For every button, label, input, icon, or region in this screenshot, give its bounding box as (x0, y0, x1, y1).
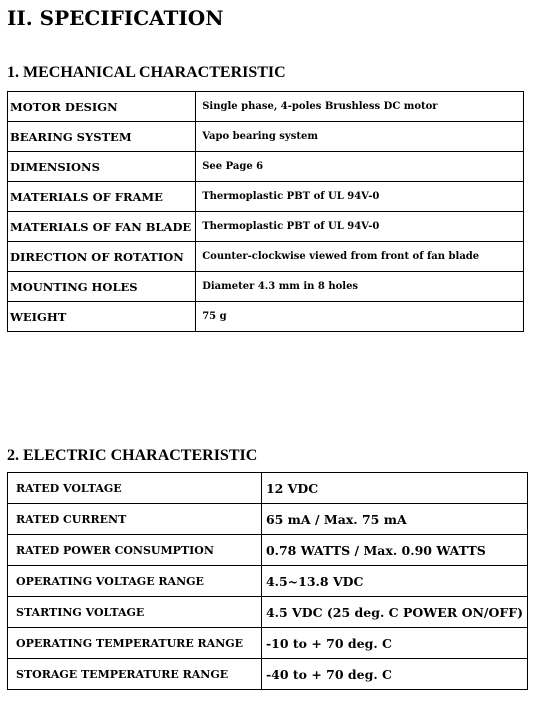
spec-value: 4.5 VDC (25 deg. C POWER ON/OFF) (261, 597, 527, 628)
table-row (8, 302, 524, 332)
spec-value: 0.78 WATTS / Max. 0.90 WATTS (261, 535, 527, 566)
spec-label: STORAGE TEMPERATURE RANGE (8, 659, 262, 690)
spec-label: BEARING SYSTEM (8, 122, 196, 152)
spec-value: Thermoplastic PBT of UL 94V-0 (196, 182, 524, 212)
table-row (8, 272, 524, 302)
table-row (8, 92, 524, 122)
spec-value: -40 to + 70 deg. C (261, 659, 527, 690)
spec-label: MOUNTING HOLES (8, 272, 196, 302)
spec-value: -10 to + 70 deg. C (261, 628, 527, 659)
spec-label: MOTOR DESIGN (8, 92, 196, 122)
spec-value: 75 g (196, 302, 524, 332)
mechanical-section-heading: 1. MECHANICAL CHARACTERISTIC (7, 64, 286, 81)
table-row (8, 473, 528, 504)
table-row (8, 535, 528, 566)
table-row (8, 659, 528, 690)
table-row (8, 152, 524, 182)
spec-value: Thermoplastic PBT of UL 94V-0 (196, 212, 524, 242)
spec-label: STARTING VOLTAGE (8, 597, 262, 628)
electric-section-heading: 2. ELECTRIC CHARACTERISTIC (7, 447, 258, 464)
page-title: II. SPECIFICATION (7, 6, 224, 30)
table-row (8, 628, 528, 659)
spec-label: DIMENSIONS (8, 152, 196, 182)
spec-label: RATED CURRENT (8, 504, 262, 535)
table-row (8, 122, 524, 152)
table-row (8, 504, 528, 535)
spec-label: MATERIALS OF FRAME (8, 182, 196, 212)
spec-label: WEIGHT (8, 302, 196, 332)
table-row (8, 597, 528, 628)
spec-value: 4.5~13.8 VDC (261, 566, 527, 597)
spec-label: OPERATING VOLTAGE RANGE (8, 566, 262, 597)
table-row (8, 212, 524, 242)
spec-value: Vapo bearing system (196, 122, 524, 152)
spec-value: Single phase, 4-poles Brushless DC motor (196, 92, 524, 122)
spec-value: 65 mA / Max. 75 mA (261, 504, 527, 535)
spec-value: Diameter 4.3 mm in 8 holes (196, 272, 524, 302)
spec-label: RATED VOLTAGE (8, 473, 262, 504)
mechanical-spec-table (7, 91, 524, 332)
table-row (8, 182, 524, 212)
spec-label: MATERIALS OF FAN BLADE (8, 212, 196, 242)
electric-spec-table (7, 472, 528, 690)
table-row (8, 242, 524, 272)
spec-label: OPERATING TEMPERATURE RANGE (8, 628, 262, 659)
spec-value: See Page 6 (196, 152, 524, 182)
table-row (8, 566, 528, 597)
spec-value: 12 VDC (261, 473, 527, 504)
spec-label: RATED POWER CONSUMPTION (8, 535, 262, 566)
spec-label: DIRECTION OF ROTATION (8, 242, 196, 272)
spec-value: Counter-clockwise viewed from front of fan blade (196, 242, 524, 272)
